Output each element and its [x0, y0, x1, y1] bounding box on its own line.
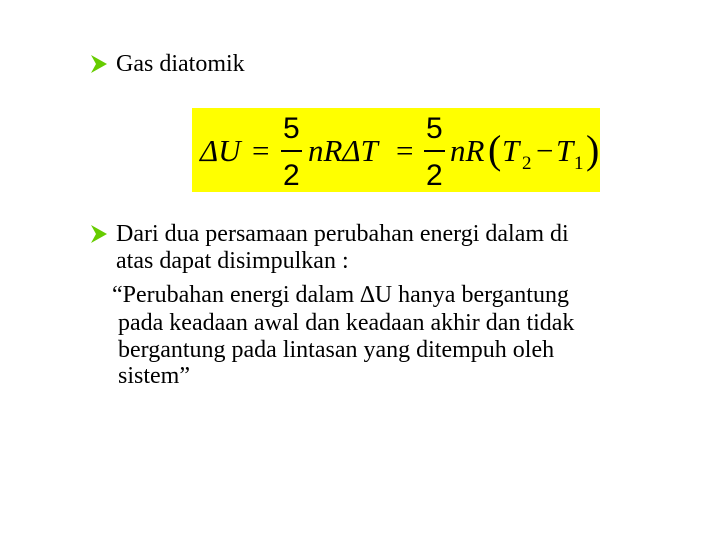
formula-lhs: ΔU — [200, 133, 241, 168]
bullet2-line-1: Dari dua persamaan perubahan energi dalam di — [116, 221, 569, 247]
conclusion-line-4: sistem” — [118, 363, 190, 389]
formula-term2: nR — [450, 133, 485, 168]
formula-frac2-numerator: 5 — [426, 112, 443, 145]
conclusion-line-1: “Perubahan energi dalam ∆U hanya bergantung — [112, 282, 569, 308]
bullet-gas-diatomik: Gas diatomik — [116, 51, 245, 77]
formula — [192, 108, 600, 192]
formula-frac2-denominator: 2 — [426, 159, 443, 192]
formula-frac1-denominator: 2 — [283, 159, 300, 192]
bullet2-line-2: atas dapat disimpulkan : — [116, 248, 349, 274]
arrow-bullet-icon — [90, 54, 108, 74]
formula-left-paren: ( — [488, 127, 502, 172]
formula-t1: T — [556, 133, 574, 168]
conclusion-line-3: bergantung pada lintasan yang ditempuh oleh — [118, 337, 555, 363]
conclusion-line-2: pada keadaan awal dan keadaan akhir dan tidak — [118, 310, 575, 336]
formula-t2-subscript: 2 — [522, 153, 532, 174]
formula-term1: nRΔT — [308, 133, 378, 168]
formula-box — [192, 108, 600, 192]
formula-frac1-numerator: 5 — [283, 112, 300, 145]
formula-minus: − — [536, 133, 554, 168]
arrow-bullet-icon — [90, 224, 108, 244]
formula-equals-2: = — [396, 133, 414, 168]
formula-t2: T — [502, 133, 520, 168]
formula-t1-subscript: 1 — [574, 153, 584, 174]
formula-equals-1: = — [252, 133, 270, 168]
formula-right-paren: ) — [586, 127, 600, 172]
